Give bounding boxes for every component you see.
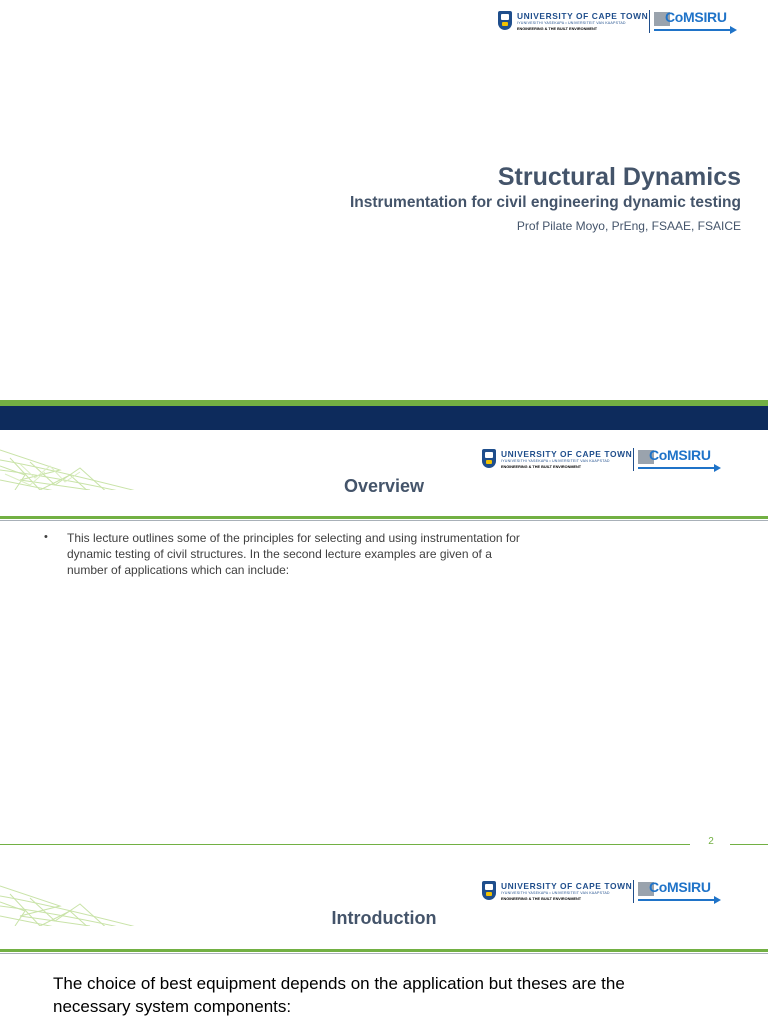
comsiru-underline xyxy=(638,467,718,469)
title-underline xyxy=(0,516,768,519)
bullet-icon: • xyxy=(44,531,48,543)
comsiru-arrow-icon xyxy=(714,464,721,472)
overview-slide xyxy=(0,430,768,854)
uct-crest-icon xyxy=(498,11,512,30)
presentation-subtitle: Instrumentation for civil engineering dynamic testing xyxy=(349,194,741,211)
uct-comsiru-logo xyxy=(482,880,722,910)
uct-subtitle: IYUNIVESITHI YASEKAPA • UNIVERSITEIT VAN KAAPSTAD xyxy=(501,459,610,463)
comsiru-underline xyxy=(654,29,734,31)
title-underline-shadow xyxy=(0,520,768,521)
uct-wordmark: UNIVERSITY OF CAPE TOWN xyxy=(501,449,633,459)
comsiru-wordmark: CoMSIRU xyxy=(649,447,711,463)
title-underline-shadow xyxy=(0,953,768,954)
introduction-slide xyxy=(0,858,768,1024)
uct-comsiru-logo xyxy=(498,10,738,40)
faculty-label: ENGINEERING & THE BUILT ENVIRONMENT xyxy=(517,27,598,31)
faculty-label: ENGINEERING & THE BUILT ENVIRONMENT xyxy=(501,465,582,469)
comsiru-wordmark: CoMSIRU xyxy=(649,879,711,895)
bullet-text: This lecture outlines some of the principles for selecting and using instrumentation for dynamic testing of civil structures. In the second lecture examples are given of a number of applications which can include: xyxy=(67,531,520,577)
comsiru-arrow-icon xyxy=(730,26,737,34)
presentation-title: Structural Dynamics xyxy=(497,163,741,191)
comsiru-arrow-icon xyxy=(714,896,721,904)
uct-wordmark: UNIVERSITY OF CAPE TOWN xyxy=(517,11,649,21)
title-slide xyxy=(0,0,768,406)
footer-rule-left xyxy=(0,844,690,845)
presentation-author: Prof Pilate Moyo, PrEng, FSAAE, FSAICE xyxy=(516,219,741,233)
logo-divider xyxy=(633,448,634,471)
faculty-label: ENGINEERING & THE BUILT ENVIRONMENT xyxy=(501,897,582,901)
uct-crest-icon xyxy=(482,449,496,468)
page-number: 2 xyxy=(708,836,714,847)
logo-divider xyxy=(633,880,634,903)
uct-subtitle: IYUNIVESITHI YASEKAPA • UNIVERSITEIT VAN KAAPSTAD xyxy=(517,21,626,25)
slide-title: Overview xyxy=(343,476,425,496)
footer-rule-right xyxy=(730,844,768,845)
body-text: The choice of best equipment depends on the application but theses are the necessary system components: xyxy=(53,974,625,1016)
title-underline xyxy=(0,949,768,952)
slide-title: Introduction xyxy=(331,908,437,928)
comsiru-wordmark: CoMSIRU xyxy=(665,9,727,25)
comsiru-underline xyxy=(638,899,718,901)
uct-subtitle: IYUNIVESITHI YASEKAPA • UNIVERSITEIT VAN KAAPSTAD xyxy=(501,891,610,895)
uct-comsiru-logo xyxy=(482,448,722,478)
uct-crest-icon xyxy=(482,881,496,900)
bottom-navy-band xyxy=(0,406,768,430)
logo-divider xyxy=(649,10,650,33)
uct-wordmark: UNIVERSITY OF CAPE TOWN xyxy=(501,881,633,891)
